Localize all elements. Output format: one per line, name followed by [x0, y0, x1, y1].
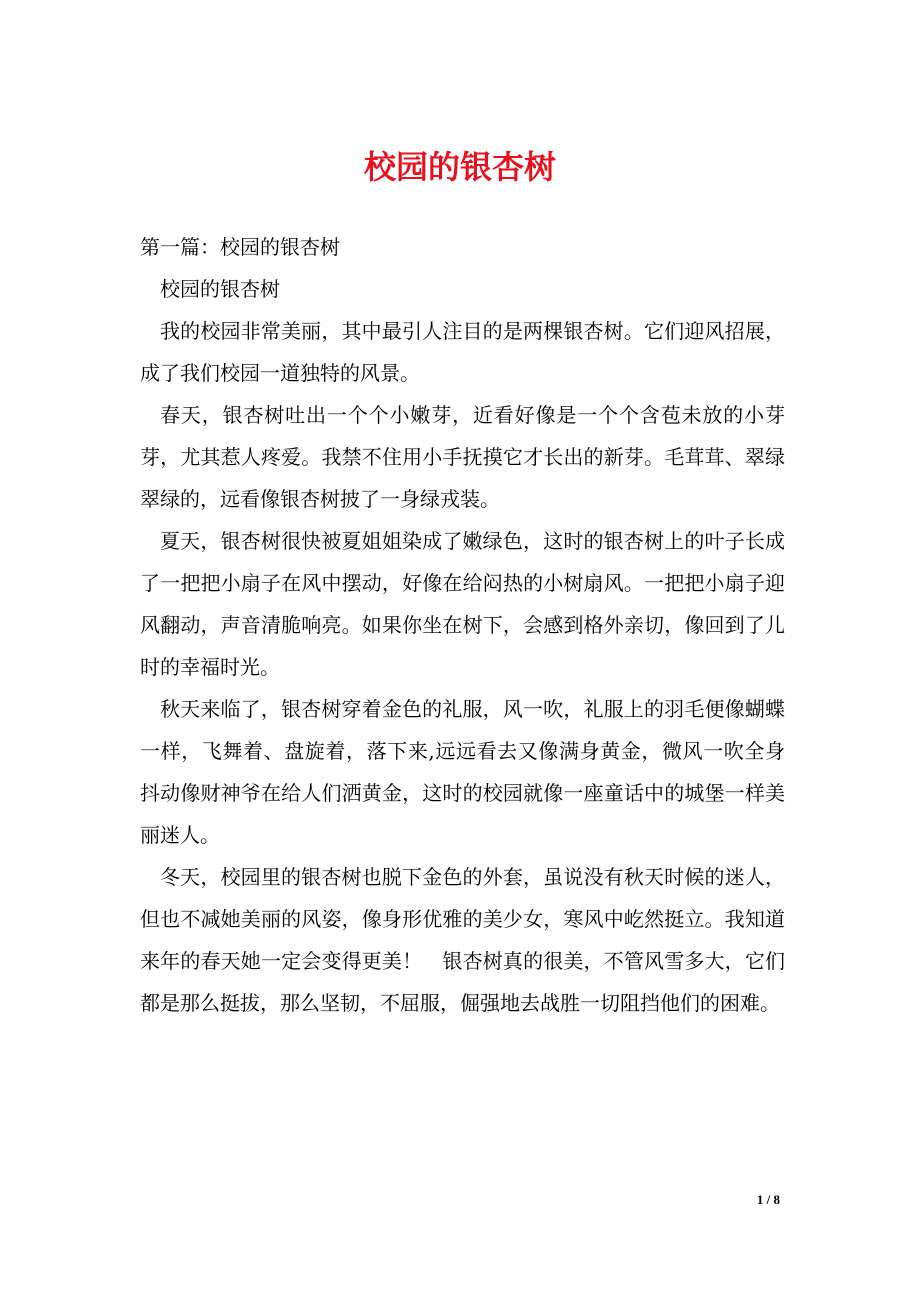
paragraph-autumn: 秋天来临了，银杏树穿着金色的礼服，风一吹，礼服上的羽毛便像蝴蝶一样，飞舞着、盘旋着，落下来,远远看去又像满身黄金，微风一吹全身抖动像财神爷在给人们洒黄金，这时的校园就像一座童话中的城堡一样美丽迷人。: [140, 697, 785, 847]
paragraph-winter: 冬天，校园里的银杏树也脱下金色的外套，虽说没有秋天时候的迷人，但也不减她美丽的风姿，像身形优雅的美少女，寒风中屹然挺立。我知道来年的春天她一定会变得更美！ 银杏树真的很美，不管风雪多大，它们都是那么挺拔，那么坚韧，不屈服，倔强地去战胜一切阻挡他们的困难。: [140, 865, 785, 1015]
paragraph-intro: 我的校园非常美丽，其中最引人注目的是两棵银杏树。它们迎风招展，成了我们校园一道独特的风景。: [140, 319, 785, 385]
document-title: 校园的银杏树: [363, 148, 556, 186]
article-subtitle: 校园的银杏树: [160, 277, 280, 301]
paragraph-spring: 春天，银杏树吐出一个个小嫩芽，近看好像是一个个含苞未放的小芽芽，尤其惹人疼爱。我禁不住用小手抚摸它才长出的新芽。毛茸茸、翠绿翠绿的，远看像银杏树披了一身绿戎装。: [140, 403, 785, 511]
document-body: [140, 226, 785, 1024]
page-number: 1 / 8: [756, 1192, 780, 1207]
section-heading: 第一篇：校园的银杏树: [140, 235, 340, 259]
paragraph-summer: 夏天，银杏树很快被夏姐姐染成了嫩绿色，这时的银杏树上的叶子长成了一把把小扇子在风中摆动，好像在给闷热的小树扇风。一把把小扇子迎风翻动，声音清脆响亮。如果你坐在树下，会感到格外亲切，像回到了儿时的幸福时光。: [140, 529, 785, 679]
